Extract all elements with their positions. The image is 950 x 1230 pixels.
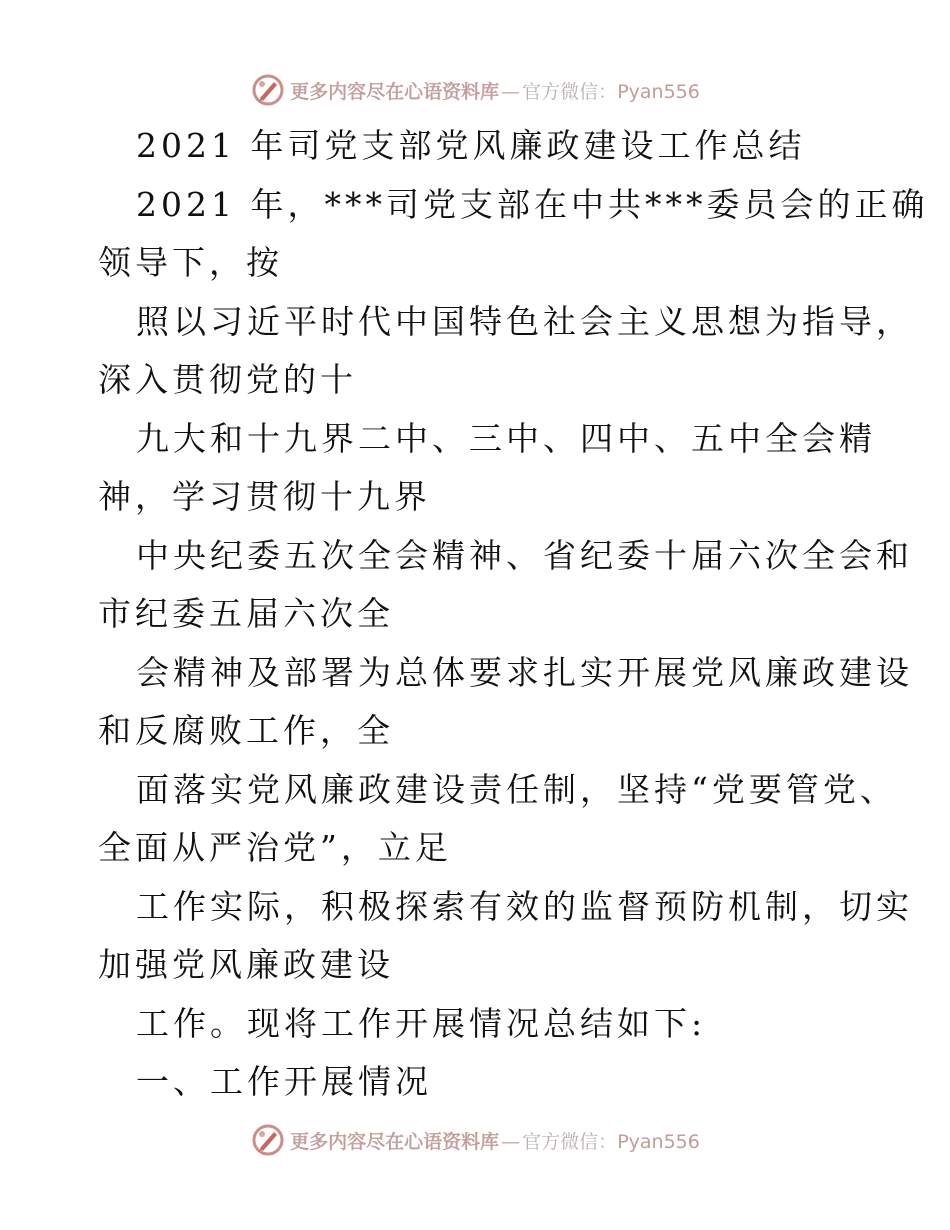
- section-heading: 一、工作开展情况: [136, 1062, 432, 1101]
- paragraph-line: 神，学习贯彻十九界: [98, 477, 431, 516]
- paragraph-line: 深入贯彻党的十: [98, 360, 357, 399]
- watermark-main: 更多内容尽在心语资料库: [290, 80, 500, 103]
- document-title: 2021 年司党支部党风廉政建设工作总结: [136, 126, 806, 165]
- paragraph-line: 面落实党风廉政建设责任制，坚持“党要管党、: [136, 770, 897, 809]
- brand-logo-icon: [250, 72, 286, 108]
- watermark-wechat-label: 官方微信：: [522, 80, 618, 103]
- paragraph-line: 照以习近平时代中国特色社会主义思想为指导，: [136, 302, 913, 341]
- paragraph-line: 会精神及部署为总体要求扎实开展党风廉政建设: [136, 653, 913, 692]
- paragraph-line: 领导下，按: [98, 243, 283, 282]
- watermark-separator: —: [501, 1130, 521, 1153]
- paragraph-line: 中央纪委五次全会精神、省纪委十届六次全会和: [136, 536, 913, 575]
- paragraph-line: 全面从严治党”，立足: [98, 828, 452, 867]
- watermark-wechat-id: Pyan556: [617, 1130, 700, 1153]
- paragraph-line: 和反腐败工作，全: [98, 711, 394, 750]
- paragraph-line: 市纪委五届六次全: [98, 594, 394, 633]
- paragraph-line: 工作。现将工作开展情况总结如下:: [136, 1004, 707, 1043]
- header-watermark: [0, 70, 950, 110]
- paragraph-line: 2021 年，***司党支部在中共***委员会的正确: [136, 185, 929, 224]
- watermark-separator: —: [501, 80, 521, 103]
- brand-logo-icon: [250, 1122, 286, 1158]
- paragraph-line: 工作实际，积极探索有效的监督预防机制，切实: [136, 887, 913, 926]
- footer-watermark: [0, 1120, 950, 1160]
- paragraph-line: 九大和十九界二中、三中、四中、五中全会精: [136, 419, 876, 458]
- watermark-text: [290, 1127, 700, 1154]
- watermark-wechat-label: 官方微信：: [522, 1130, 618, 1153]
- watermark-wechat-id: Pyan556: [617, 80, 700, 103]
- paragraph-line: 加强党风廉政建设: [98, 945, 394, 984]
- watermark-text: [290, 77, 700, 104]
- watermark-main: 更多内容尽在心语资料库: [290, 1130, 500, 1153]
